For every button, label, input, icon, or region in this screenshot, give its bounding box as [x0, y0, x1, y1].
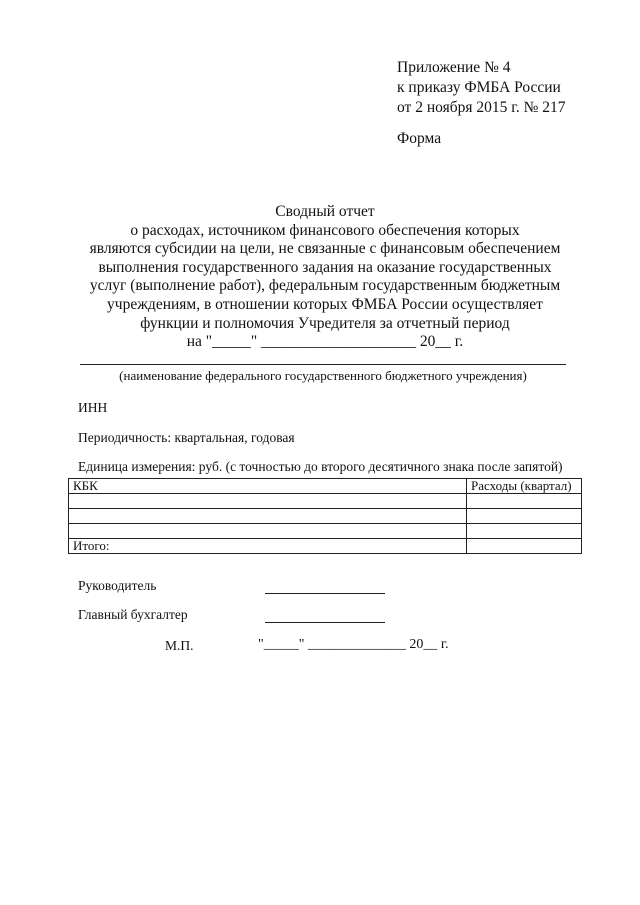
table-row	[69, 494, 582, 509]
title-line-2: о расходах, источником финансового обеспечения которых	[130, 221, 520, 239]
title-line-7: функции и полномочия Учредителя за отчетный период	[140, 314, 510, 332]
accountant-signature-line	[265, 622, 385, 623]
table-row	[69, 524, 582, 539]
expenses-table	[68, 478, 582, 554]
appendix-reference	[397, 58, 566, 118]
appendix-number: Приложение № 4	[397, 59, 511, 76]
table-cell	[467, 509, 582, 524]
table-cell	[69, 509, 467, 524]
title-line-5: услуг (выполнение работ), федеральным государственным бюджетным	[89, 277, 561, 295]
title-period-line: на "_____" ____________________ 20__ г.	[186, 333, 464, 351]
title-line-1: Сводный отчет	[275, 203, 375, 220]
title-line-3: являются субсидии на цели, не связанные с финансовым обеспечением	[89, 240, 561, 258]
table-cell	[69, 524, 467, 539]
title-line-6: учреждениям, в отношении которых ФМБА России осуществляет	[107, 295, 543, 313]
total-value-cell	[467, 539, 582, 554]
head-label: Руководитель	[78, 578, 157, 593]
table-cell	[69, 494, 467, 509]
accountant-label: Главный бухгалтер	[78, 607, 188, 622]
title-line-4: выполнения государственного задания на оказание государственных	[98, 258, 552, 276]
table-cell	[467, 494, 582, 509]
stamp-label: М.П.	[165, 638, 194, 653]
form-label: Форма	[397, 130, 442, 147]
signature-date-line: "_____" ______________ 20__ г.	[258, 637, 449, 652]
report-title	[80, 203, 570, 352]
institution-name-line	[80, 364, 566, 365]
head-signature-line	[265, 593, 385, 594]
header-expenses: Расходы (квартал)	[467, 479, 582, 494]
periodicity-label: Периодичность: квартальная, годовая	[78, 430, 295, 445]
table-cell	[467, 524, 582, 539]
header-kbk: КБК	[69, 479, 467, 494]
appendix-date: от 2 ноября 2015 г. № 217	[397, 99, 566, 116]
appendix-order: к приказу ФМБА России	[397, 79, 561, 96]
institution-caption: (наименование федерального государственного бюджетного учреждения)	[119, 368, 527, 383]
inn-label: ИНН	[78, 400, 108, 415]
table-header-row	[69, 479, 582, 494]
table-total-row	[69, 539, 582, 554]
unit-label: Единица измерения: руб. (с точностью до второго десятичного знака после запятой)	[78, 459, 563, 474]
total-label: Итого:	[69, 539, 467, 554]
table-row	[69, 509, 582, 524]
